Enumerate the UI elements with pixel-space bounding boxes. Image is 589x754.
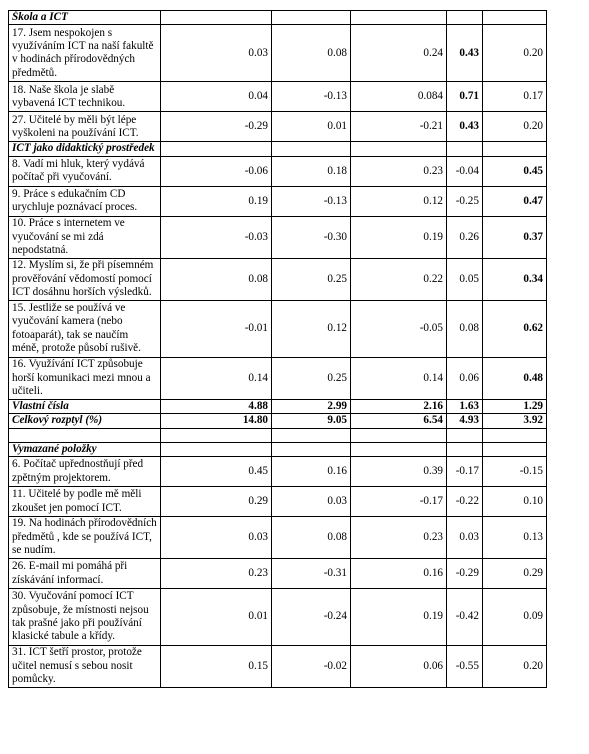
item-label: 16. Využívání ICT způsobuje horší komunikaci mezi mnou a učiteli. (9, 357, 161, 399)
loading-value: 0.14 (161, 357, 272, 399)
loading-value: 0.10 (483, 487, 547, 517)
section-header (9, 442, 547, 456)
loading-value: 0.03 (161, 25, 272, 82)
empty-cell (483, 442, 547, 456)
item-label: 11. Učitelé by podle mě měli zkoušet jen pomocí ICT. (9, 487, 161, 517)
section-title: ICT jako didaktický prostředek (9, 142, 161, 156)
totals-row (9, 399, 547, 413)
loading-value: -0.42 (447, 589, 483, 646)
section-title: Vymazané položky (9, 442, 161, 456)
totals-value: 1.29 (483, 399, 547, 413)
empty-cell (272, 142, 351, 156)
loading-value: -0.29 (447, 559, 483, 589)
empty-cell (161, 428, 272, 442)
table-row (9, 517, 547, 559)
section-header (9, 142, 547, 156)
loading-value: 0.20 (483, 25, 547, 82)
loading-value: 0.20 (483, 112, 547, 142)
item-label: 26. E-mail mi pomáhá při získávání informací. (9, 559, 161, 589)
loading-value: -0.22 (447, 487, 483, 517)
loading-value: 0.08 (447, 300, 483, 357)
loading-value: 0.03 (447, 517, 483, 559)
loading-value: 0.47 (483, 186, 547, 216)
section-title: Škola a ICT (9, 11, 161, 25)
empty-cell (9, 428, 161, 442)
loading-value: -0.13 (272, 82, 351, 112)
loading-value: 0.13 (483, 517, 547, 559)
totals-value: 2.99 (272, 399, 351, 413)
empty-cell (272, 11, 351, 25)
loading-value: 0.08 (161, 258, 272, 300)
table-row (9, 216, 547, 258)
empty-cell (161, 11, 272, 25)
loading-value: -0.17 (351, 487, 447, 517)
loading-value: 0.25 (272, 258, 351, 300)
loading-value: 0.22 (351, 258, 447, 300)
table-row (9, 357, 547, 399)
item-label: 27. Učitelé by měli být lépe vyškoleni na používání ICT. (9, 112, 161, 142)
spacer-row (9, 428, 547, 442)
loading-value: -0.55 (447, 646, 483, 688)
empty-cell (272, 442, 351, 456)
section-header (9, 11, 547, 25)
loading-value: -0.30 (272, 216, 351, 258)
loading-value: -0.04 (447, 156, 483, 186)
loading-value: 0.16 (272, 457, 351, 487)
loading-value: 0.39 (351, 457, 447, 487)
totals-value: 4.93 (447, 414, 483, 428)
factor-loadings-table (8, 10, 547, 688)
loading-value: 0.25 (272, 357, 351, 399)
loading-value: 0.03 (161, 517, 272, 559)
totals-value: 14.80 (161, 414, 272, 428)
loading-value: 0.12 (351, 186, 447, 216)
item-label: 31. ICT šetří prostor, protože učitel nemusí s sebou nosit pomůcky. (9, 646, 161, 688)
empty-cell (447, 142, 483, 156)
table-row (9, 487, 547, 517)
loading-value: -0.17 (447, 457, 483, 487)
item-label: 6. Počítač upřednostňují před zpětným projektorem. (9, 457, 161, 487)
loading-value: 0.04 (161, 82, 272, 112)
table-row (9, 559, 547, 589)
loading-value: 0.23 (351, 156, 447, 186)
empty-cell (161, 142, 272, 156)
loading-value: 0.23 (161, 559, 272, 589)
loading-value: 0.19 (351, 589, 447, 646)
empty-cell (161, 442, 272, 456)
loading-value: -0.15 (483, 457, 547, 487)
loading-value: 0.01 (272, 112, 351, 142)
item-label: 8. Vadí mi hluk, který vydává počítač při vyučování. (9, 156, 161, 186)
loading-value: 0.03 (272, 487, 351, 517)
loading-value: -0.29 (161, 112, 272, 142)
empty-cell (351, 11, 447, 25)
loading-value: 0.48 (483, 357, 547, 399)
totals-value: 1.63 (447, 399, 483, 413)
empty-cell (483, 11, 547, 25)
loading-value: 0.14 (351, 357, 447, 399)
loading-value: 0.26 (447, 216, 483, 258)
loading-value: 0.20 (483, 646, 547, 688)
table-row (9, 186, 547, 216)
loading-value: 0.34 (483, 258, 547, 300)
item-label: 15. Jestliže se používá ve vyučování kamera (nebo fotoaparát), tak se naučím méně, protože působí rušivě. (9, 300, 161, 357)
item-label: 19. Na hodinách přírodovědních předmětů , kde se používá ICT, se nudím. (9, 517, 161, 559)
table-row (9, 300, 547, 357)
loading-value: 0.17 (483, 82, 547, 112)
loading-value: 0.08 (272, 25, 351, 82)
item-label: 9. Práce s edukačním CD urychluje poznávací proces. (9, 186, 161, 216)
empty-cell (447, 428, 483, 442)
loading-value: -0.05 (351, 300, 447, 357)
loading-value: 0.37 (483, 216, 547, 258)
loading-value: 0.06 (447, 357, 483, 399)
loading-value: 0.05 (447, 258, 483, 300)
table-row (9, 258, 547, 300)
empty-cell (447, 442, 483, 456)
totals-label: Vlastní čísla (9, 399, 161, 413)
loading-value: -0.25 (447, 186, 483, 216)
loading-value: 0.09 (483, 589, 547, 646)
loading-value: -0.13 (272, 186, 351, 216)
table-row (9, 112, 547, 142)
table-row (9, 82, 547, 112)
loading-value: 0.15 (161, 646, 272, 688)
loading-value: 0.29 (483, 559, 547, 589)
totals-value: 9.05 (272, 414, 351, 428)
loading-value: -0.02 (272, 646, 351, 688)
table-row (9, 457, 547, 487)
totals-row (9, 414, 547, 428)
empty-cell (483, 428, 547, 442)
loading-value: 0.62 (483, 300, 547, 357)
item-label: 18. Naše škola je slabě vybavená ICT technikou. (9, 82, 161, 112)
empty-cell (351, 428, 447, 442)
loading-value: 0.08 (272, 517, 351, 559)
loading-value: 0.19 (161, 186, 272, 216)
empty-cell (483, 142, 547, 156)
loading-value: 0.29 (161, 487, 272, 517)
item-label: 10. Práce s internetem ve vyučování se mi zdá nepodstatná. (9, 216, 161, 258)
empty-cell (447, 11, 483, 25)
loading-value: 0.24 (351, 25, 447, 82)
table-row (9, 646, 547, 688)
loading-value: -0.01 (161, 300, 272, 357)
totals-value: 4.88 (161, 399, 272, 413)
loading-value: -0.06 (161, 156, 272, 186)
loading-value: 0.084 (351, 82, 447, 112)
loading-value: 0.23 (351, 517, 447, 559)
loading-value: 0.12 (272, 300, 351, 357)
item-label: 17. Jsem nespokojen s využíváním ICT na naší fakultě v hodinách přírodovědných předmětů. (9, 25, 161, 82)
table-row (9, 589, 547, 646)
loading-value: -0.21 (351, 112, 447, 142)
loading-value: 0.16 (351, 559, 447, 589)
totals-value: 2.16 (351, 399, 447, 413)
loading-value: 0.19 (351, 216, 447, 258)
loading-value: 0.18 (272, 156, 351, 186)
totals-value: 3.92 (483, 414, 547, 428)
loading-value: 0.71 (447, 82, 483, 112)
item-label: 30. Vyučování pomocí ICT způsobuje, že místnosti nejsou tak prašné jako při používání klasické tabule a křídy. (9, 589, 161, 646)
loading-value: 0.45 (161, 457, 272, 487)
table-row (9, 156, 547, 186)
table-row (9, 25, 547, 82)
totals-value: 6.54 (351, 414, 447, 428)
loading-value: -0.03 (161, 216, 272, 258)
loading-value: 0.45 (483, 156, 547, 186)
empty-cell (351, 442, 447, 456)
loading-value: -0.24 (272, 589, 351, 646)
loading-value: 0.01 (161, 589, 272, 646)
loading-value: 0.43 (447, 25, 483, 82)
loading-value: -0.31 (272, 559, 351, 589)
empty-cell (272, 428, 351, 442)
loading-value: 0.06 (351, 646, 447, 688)
loading-value: 0.43 (447, 112, 483, 142)
totals-label: Celkový rozptyl (%) (9, 414, 161, 428)
empty-cell (351, 142, 447, 156)
item-label: 12. Myslím si, že při písemném prověřování vědomostí pomocí ICT dosáhnu horších výsledků. (9, 258, 161, 300)
